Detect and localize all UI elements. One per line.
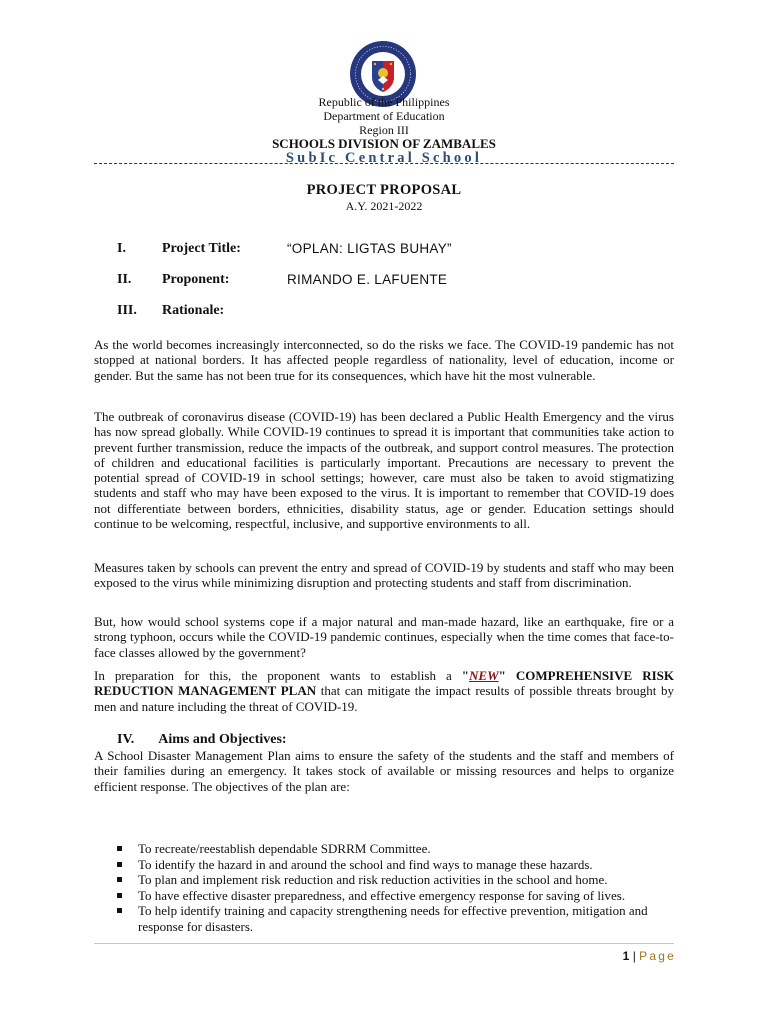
section-label: Aims and Objectives:	[158, 732, 287, 747]
header-region: Region III	[359, 123, 409, 137]
prep-quote-close: "	[498, 668, 506, 683]
page-title: PROJECT PROPOSAL	[306, 182, 462, 198]
objective-text: To plan and implement risk reduction and risk reduction activities in the school and home.	[138, 872, 608, 887]
footer-separator: |	[632, 949, 636, 963]
list-item	[117, 903, 673, 934]
section-label: Rationale:	[162, 303, 225, 318]
rationale-paragraph-3: Measures taken by schools can prevent the entry and spread of COVID-19 by students and staff who may been exposed to the virus while minimizing disruption and protecting students and staff from discrimination.	[94, 560, 674, 591]
header-department: Department of Education	[323, 109, 445, 123]
prep-bold-phrase: COMPREHENSIVE RISK REDUCTION MANAGEMENT PLAN	[94, 668, 674, 699]
list-item	[117, 888, 673, 904]
section-number: I.	[117, 241, 126, 256]
list-item	[117, 857, 673, 873]
page-footer	[623, 949, 676, 963]
bullet-square-icon	[117, 908, 122, 913]
bullet-square-icon	[117, 846, 122, 851]
section-number: III.	[117, 303, 137, 318]
dashed-divider	[94, 163, 674, 164]
objectives-list	[117, 841, 673, 934]
section-label: Proponent:	[162, 272, 230, 287]
section-aims-heading	[117, 732, 287, 748]
section-number: IV.	[117, 732, 135, 747]
rationale-paragraph-2: The outbreak of coronavirus disease (COVID-19) has been declared a Public Health Emergency and the virus has now spread globally. While COVID-19 continues to spread it is important that communities take action to prevent further transmission, reduce the impacts of the outbreak, and support control measures. The protection of children and educational facilities is particularly important. Precautions are necessary to prevent the potential spread of COVID-19 in school settings; however, care must also be taken to avoid stigmatizing students and staff who may have been exposed to the virus. It is important to remember that COVID-19 does not differentiate between borders, ethnicities, disability status, age or gender. Education settings should continue to be welcoming, respectful, inclusive, and supportive environments to all.	[94, 409, 674, 532]
rationale-paragraph-1: As the world becomes increasingly interconnected, so do the risks we face. The COVID-19 pandemic has not stopped at national borders. It has affected people regardless of nationality, level of education, income or gender. But the same has not been true for its consequences, which have hit the most vulnerable.	[94, 337, 674, 383]
academic-year: A.Y. 2021-2022	[345, 199, 423, 213]
objective-text: To have effective disaster preparedness, and effective emergency response for saving of lives.	[138, 887, 626, 903]
header-division: SCHOOLS DIVISION OF ZAMBALES	[272, 136, 496, 151]
objective-text: To recreate/reestablish dependable SDRRM Committee.	[138, 841, 431, 856]
section-number: II.	[117, 272, 132, 287]
objective-text: To identify the hazard in and around the school and find ways to manage these hazards.	[138, 856, 593, 872]
bullet-square-icon	[117, 893, 122, 898]
preparation-paragraph	[94, 668, 674, 714]
list-item	[117, 872, 673, 888]
header-school-name: SubIc Central School	[285, 150, 483, 166]
prep-text-2: that can mitigate the impact results of possible threats brought by men and nature including the threat of COVID-19.	[94, 683, 674, 714]
page-number: 1	[622, 949, 630, 963]
prep-quote-open: "	[461, 668, 470, 683]
list-item	[117, 841, 673, 857]
aims-intro-paragraph: A School Disaster Management Plan aims to ensure the safety of the students and the staff and members of their families during an emergency. It takes stock of available or missing resources and helps to organize efficient response. The objectives of the plan are:	[94, 748, 674, 794]
bullet-square-icon	[117, 877, 122, 882]
proponent-value: RIMANDO E. LAFUENTE	[287, 272, 448, 287]
section-label: Project Title:	[162, 241, 241, 256]
prep-text-1: In preparation for this, the proponent wants to establish a	[94, 668, 462, 683]
prep-new-word: NEW	[469, 668, 499, 683]
rationale-paragraph-4: But, how would school systems cope if a major natural and man-made hazard, like an earthquake, fire or a strong typhoon, occurs while the COVID-19 pandemic continues, especially when the time comes that face-to-face classes allowed by the government?	[94, 614, 674, 660]
footer-rule	[94, 943, 674, 944]
header-republic: Republic of the Philippines	[318, 95, 450, 109]
bullet-square-icon	[117, 862, 122, 867]
page-word: Page	[639, 949, 676, 963]
objective-text: To help identify training and capacity strengthening needs for effective prevention, mitigation and response for disasters.	[138, 903, 648, 934]
project-title-value: “OPLAN: LIGTAS BUHAY”	[287, 241, 452, 256]
